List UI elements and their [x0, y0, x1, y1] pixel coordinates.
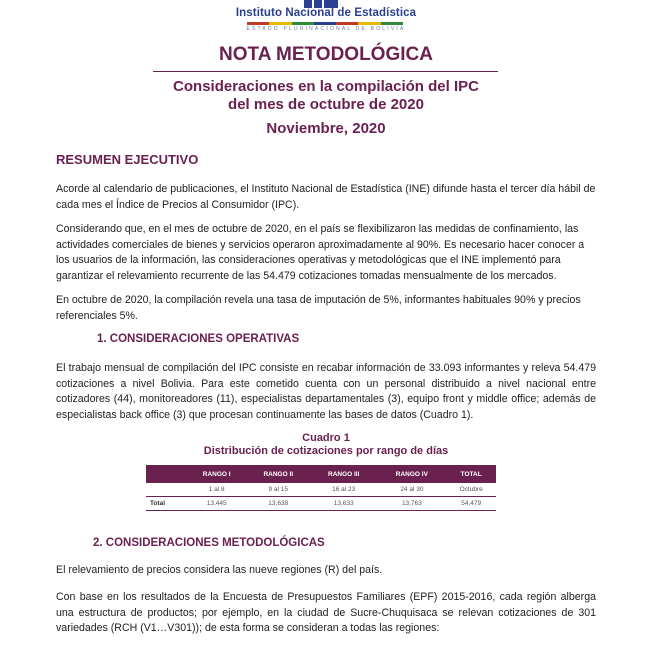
- table-cell: Total: [146, 497, 187, 511]
- cutoff-text-row: [56, 645, 596, 652]
- heading-consideraciones-metodologicas: 2. CONSIDERACIONES METODOLÓGICAS: [93, 537, 325, 549]
- table-cell: 54,479: [446, 497, 496, 511]
- table-header-cell: RANGO III: [310, 465, 377, 483]
- stripe-segment: [314, 22, 336, 25]
- table-row: [146, 497, 496, 511]
- stripe-segment: [358, 22, 380, 25]
- table-row: [146, 483, 496, 497]
- cuadro-1-table: [146, 465, 496, 511]
- logo-color-stripe: [247, 22, 403, 25]
- document-subtitle: [0, 78, 652, 114]
- paragraph-operativas-1: El trabajo mensual de compilación del IPC consiste en recabar información de 33.093 informantes y releva 54.479 cotizaciones a nivel Bolivia. Para este cometido cuenta con un personal distribuido a nivel nacional entre cotizadores (44), monitoreadores (11), especialistas departamentales (3), equipo front y middle office; además de especialistas back office (3) que procesan continuamente las bases de datos (Cuadro 1).: [56, 362, 596, 421]
- paragraph-metodologicas-1: El relevamiento de precios considera las nueve regiones (R) del país.: [56, 564, 383, 576]
- document-title: NOTA METODOLÓGICA: [219, 44, 433, 65]
- stripe-segment: [292, 22, 314, 25]
- cuadro-label: Cuadro 1: [302, 432, 350, 444]
- table-cell: 13,638: [246, 497, 310, 511]
- table-header-cell: RANGO I: [187, 465, 247, 483]
- table-cell: 1 al 8: [187, 483, 247, 497]
- heading-resumen-ejecutivo: RESUMEN EJECUTIVO: [56, 152, 199, 167]
- table-cell: 16 al 23: [310, 483, 377, 497]
- table-cell: 13,633: [310, 497, 377, 511]
- heading-consideraciones-operativas: 1. CONSIDERACIONES OPERATIVAS: [97, 333, 300, 345]
- document-date: Noviembre, 2020: [266, 120, 386, 137]
- paragraph-metodologicas-2: Con base en los resultados de la Encuesta de Presupuestos Familiares (EPF) 2015-2016, cada región alberga una estructura de productos; por ejemplo, en la ciudad de Sucre-Chuquisaca se relevan cotizaciones de 301 variedades (RCH (V1…V301)); de esta forma se consideran a todas las regiones:: [56, 591, 596, 634]
- table-cell: 24 al 30: [377, 483, 446, 497]
- subtitle-line-2: del mes de octubre de 2020: [228, 96, 424, 113]
- stripe-segment: [269, 22, 291, 25]
- table-cell: 13,445: [187, 497, 247, 511]
- logo-subtitle: ESTADO PLURINACIONAL DE BOLIVIA: [246, 26, 406, 32]
- stripe-segment: [381, 22, 403, 25]
- table-header-cell: TOTAL: [446, 465, 496, 483]
- table-cell: Octubre: [446, 483, 496, 497]
- stripe-segment: [336, 22, 358, 25]
- logo-name: Instituto Nacional de Estadística: [235, 7, 417, 19]
- stripe-segment: [247, 22, 269, 25]
- table-header-row: [146, 465, 496, 483]
- table-header-cell: RANGO II: [246, 465, 310, 483]
- cuadro-title: Distribución de cotizaciones por rango de días: [203, 445, 449, 457]
- ine-logo: [0, 0, 652, 40]
- table-cell: [146, 483, 187, 497]
- table-header-cell: [146, 465, 187, 483]
- table-cell: 13,763: [377, 497, 446, 511]
- subtitle-line-1: Consideraciones en la compilación del IPC: [173, 78, 479, 95]
- paragraph-resumen-2: Considerando que, en el mes de octubre de 2020, en el país se flexibilizaron las medidas de confinamiento, las actividades comerciales de bienes y servicios operaron aproximadamente al 90%. Es necesario hacer conocer a los usuarios de la información, las consideraciones operativas y metodológicas que el INE implementó para garantizar el relevamiento recurrente de las 54.479 cotizaciones tomadas mensualmente de los mercados.: [56, 223, 585, 282]
- table-header-cell: RANGO IV: [377, 465, 446, 483]
- paragraph-resumen-1: Acorde al calendario de publicaciones, el Instituto Nacional de Estadística (INE) difunde hasta el tercer día hábil de cada mes el Índice de Precios al Consumidor (IPC).: [56, 183, 596, 211]
- title-divider: [153, 71, 498, 72]
- paragraph-resumen-3: En octubre de 2020, la compilación revela una tasa de imputación de 5%, informantes habituales 90% y precios referenciales 5%.: [56, 294, 581, 322]
- table-cell: 9 al 15: [246, 483, 310, 497]
